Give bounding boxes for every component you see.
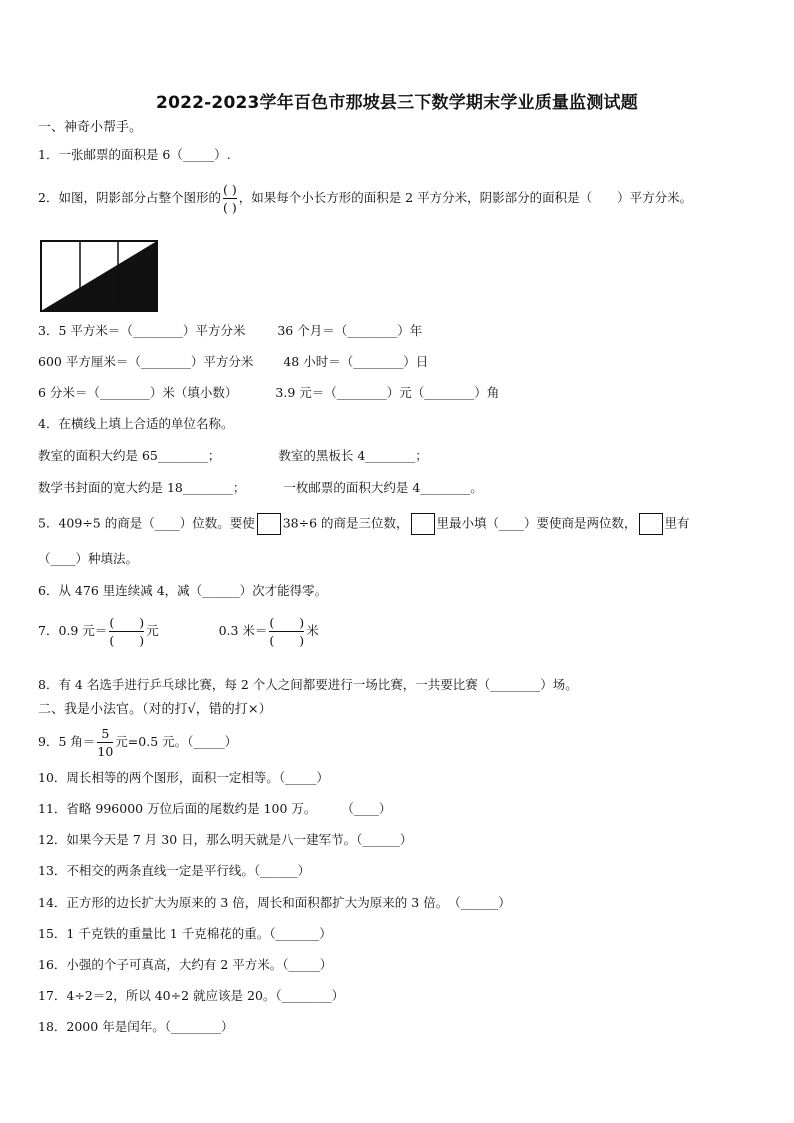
fraction-bar <box>109 631 144 632</box>
fraction-numerator: ( ) <box>222 182 237 197</box>
q7-a-pre: 7．0.9 元＝ <box>38 623 108 638</box>
question-12: 12．如果今天是 7 月 30 日，那么明天就是八一建军节。（______） <box>38 832 413 847</box>
question-5-line-2: （____）种填法。 <box>38 551 139 566</box>
section-heading-2: 二、我是小法官。（对的打√，错的打×） <box>38 702 272 717</box>
q7-a-post: 元 <box>146 623 159 638</box>
fraction-bar <box>269 631 304 632</box>
q7-a-fraction <box>109 615 144 648</box>
q5-part-3: 里最小填（____）要使商是两位数， <box>436 515 637 531</box>
q3-row2-right: 48 小时＝（________）日 <box>283 354 429 369</box>
question-2-text-pre: 2．如图，阴影部分占整个图形的 <box>38 190 221 205</box>
fraction-denominator: ( ) <box>109 633 145 648</box>
question-5 <box>38 513 690 535</box>
fraction-numerator: 5 <box>101 726 110 741</box>
question-9 <box>38 726 237 759</box>
fraction-numerator: ( ) <box>269 615 305 630</box>
question-4-row-1 <box>38 447 428 465</box>
q5-part-4: 里有 <box>664 515 690 531</box>
q5-part-2: 38÷6 的商是三位数， <box>282 515 409 531</box>
digit-box-2 <box>411 513 435 535</box>
fraction-denominator: 10 <box>97 744 114 759</box>
q5-part-1: 5．409÷5 的商是（____）位数。要使 <box>38 515 255 531</box>
q4-c: 数学书封面的宽大约是 18________； <box>38 480 246 495</box>
digit-box-1 <box>257 513 281 535</box>
question-14: 14．正方形的边长扩大为原来的 3 倍，周长和面积都扩大为原来的 3 倍。 （______） <box>38 895 511 910</box>
shaded-rectangle-figure <box>40 240 158 312</box>
q3-row3-left: 6 分米＝（________）米（填小数） <box>38 385 238 400</box>
q9-post: 元=0.5 元。（_____） <box>115 734 238 749</box>
question-16: 16．小强的个子可真高，大约有 2 平方米。（_____） <box>38 957 333 972</box>
q3-row1-left: 3．5 平方米＝（________）平方分米 <box>38 323 246 338</box>
question-2 <box>38 182 692 215</box>
q3-row1-right: 36 个月＝（________）年 <box>277 323 423 338</box>
fraction-bar <box>223 198 237 199</box>
question-13: 13．不相交的两条直线一定是平行线。（______） <box>38 863 311 878</box>
question-3-row-2 <box>38 353 428 371</box>
question-8: 8．有 4 名选手进行乒乓球比赛，每 2 个人之间都要进行一场比赛，一共要比赛（________）场。 <box>38 677 578 692</box>
digit-box-3 <box>639 513 663 535</box>
q7-b-fraction <box>269 615 304 648</box>
q4-b: 教室的黑板长 4________； <box>278 448 428 463</box>
section-heading-1: 一、神奇小帮手。 <box>38 120 143 135</box>
fraction-numerator: ( ) <box>109 615 145 630</box>
question-3-row-3 <box>38 384 499 402</box>
question-7 <box>38 615 319 648</box>
question-2-fraction <box>223 182 237 215</box>
question-10: 10．周长相等的两个图形，面积一定相等。（_____） <box>38 770 329 785</box>
question-18: 18．2000 年是闰年。（________） <box>38 1019 234 1034</box>
fraction-denominator: ( ) <box>269 633 305 648</box>
fraction-bar <box>97 742 113 743</box>
q7-b-post: 米 <box>306 623 319 638</box>
question-6: 6．从 476 里连续减 4，减（______）次才能得零。 <box>38 583 328 598</box>
question-3-row-1 <box>38 322 422 340</box>
question-2-text-post: ，如果每个小长方形的面积是 2 平方分米，阴影部分的面积是（ ）平方分米。 <box>238 190 693 205</box>
q9-fraction <box>97 726 113 759</box>
question-15: 15．1 千克铁的重量比 1 千克棉花的重。（_______） <box>38 926 332 941</box>
page-title: 2022-2023学年百色市那坡县三下数学期末学业质量监测试题 <box>156 93 638 113</box>
q4-a: 教室的面积大约是 65________； <box>38 448 221 463</box>
q9-pre: 9．5 角＝ <box>38 734 96 749</box>
question-11: 11．省略 996000 万位后面的尾数约是 100 万。 （____） <box>38 801 392 816</box>
q3-row2-left: 600 平方厘米＝（________）平方分米 <box>38 354 254 369</box>
q4-d: 一枚邮票的面积大约是 4________。 <box>283 480 483 495</box>
q7-b-pre: 0.3 米＝ <box>218 623 268 638</box>
q3-row3-right: 3.9 元＝（________）元（________）角 <box>275 385 500 400</box>
question-1: 1．一张邮票的面积是 6（_____）. <box>38 147 231 162</box>
question-4-row-2 <box>38 479 483 497</box>
fraction-denominator: ( ) <box>222 200 237 215</box>
question-4-head: 4．在横线上填上合适的单位名称。 <box>38 416 234 431</box>
question-17: 17．4÷2＝2，所以 40÷2 就应该是 20。（________） <box>38 988 345 1003</box>
